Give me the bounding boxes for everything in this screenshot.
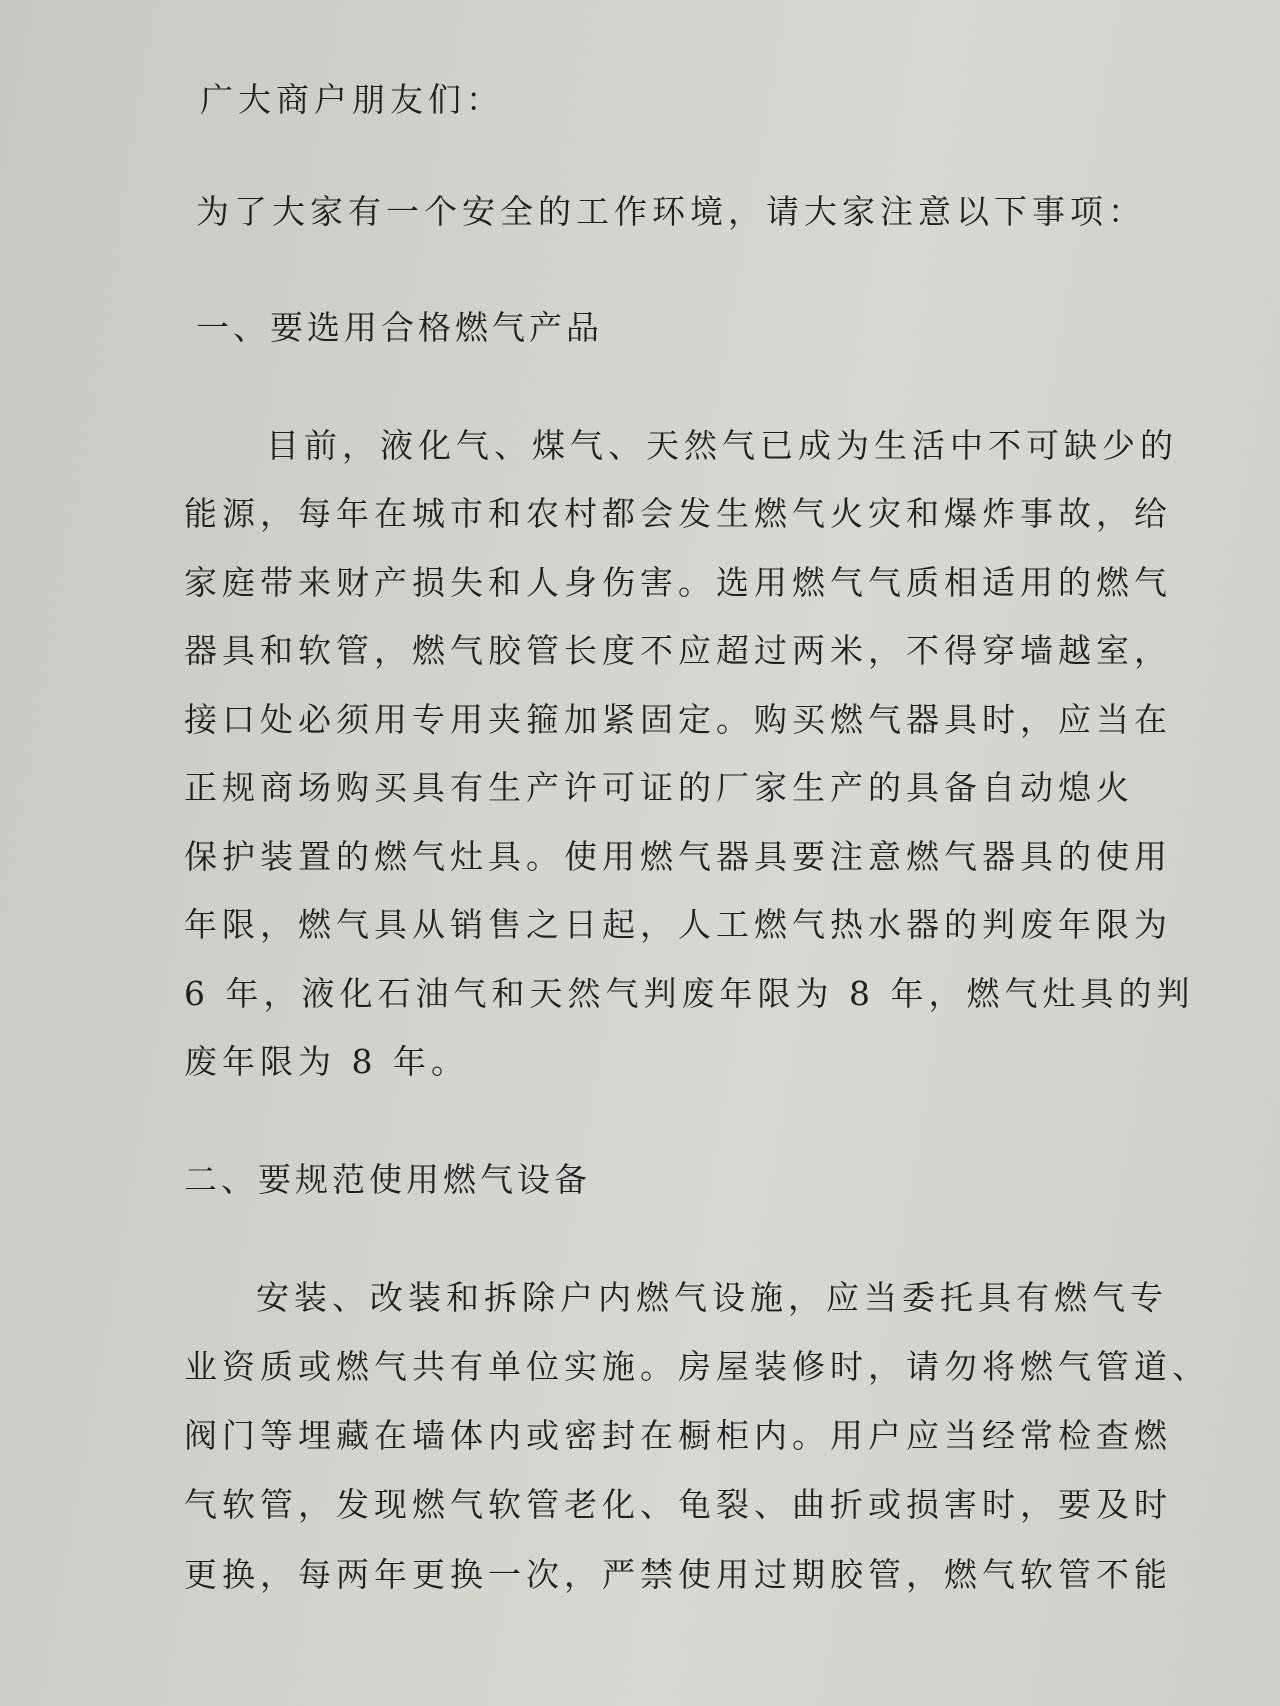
section-1-line: 家庭带来财产损失和人身伤害。选用燃气气质相适用的燃气	[184, 563, 1172, 602]
intro-paragraph: 为了大家有一个安全的工作环境，请大家注意以下事项：	[196, 192, 1146, 231]
salutation: 广大商户朋友们：	[200, 80, 504, 119]
section-1-line: 正规商场购买具有生产许可证的厂家生产的具备自动熄火	[184, 768, 1134, 807]
section-2-line: 安装、改装和拆除户内燃气设施，应当委托具有燃气专	[256, 1278, 1168, 1317]
section-1-line: 器具和软管，燃气胶管长度不应超过两米，不得穿墙越室，	[184, 631, 1172, 670]
section-1-line: 6 年，液化石油气和天然气判废年限为 8 年，燃气灶具的判	[184, 974, 1195, 1013]
section-1-line: 能源，每年在城市和农村都会发生燃气火灾和爆炸事故，给	[184, 494, 1172, 533]
section-2-heading: 二、要规范使用燃气设备	[184, 1160, 591, 1199]
section-2-line: 气软管，发现燃气软管老化、龟裂、曲折或损害时，要及时	[184, 1485, 1172, 1524]
section-1-line: 年限，燃气具从销售之日起，人工燃气热水器的判废年限为	[184, 905, 1172, 944]
section-1-heading: 一、要选用合格燃气产品	[196, 308, 603, 347]
section-1-line: 接口处必须用专用夹箍加紧固定。购买燃气器具时，应当在	[184, 700, 1172, 739]
section-2-line: 更换，每两年更换一次，严禁使用过期胶管，燃气软管不能	[184, 1555, 1172, 1594]
section-1-line: 保护装置的燃气灶具。使用燃气器具要注意燃气器具的使用	[184, 837, 1172, 876]
section-1-line: 目前，液化气、煤气、天然气已成为生活中不可缺少的	[266, 426, 1178, 465]
section-2-line: 业资质或燃气共有单位实施。房屋装修时，请勿将燃气管道、	[184, 1347, 1210, 1386]
section-1-line: 废年限为 8 年。	[184, 1042, 469, 1081]
section-2-line: 阀门等埋藏在墙体内或密封在橱柜内。用户应当经常检查燃	[184, 1416, 1172, 1455]
